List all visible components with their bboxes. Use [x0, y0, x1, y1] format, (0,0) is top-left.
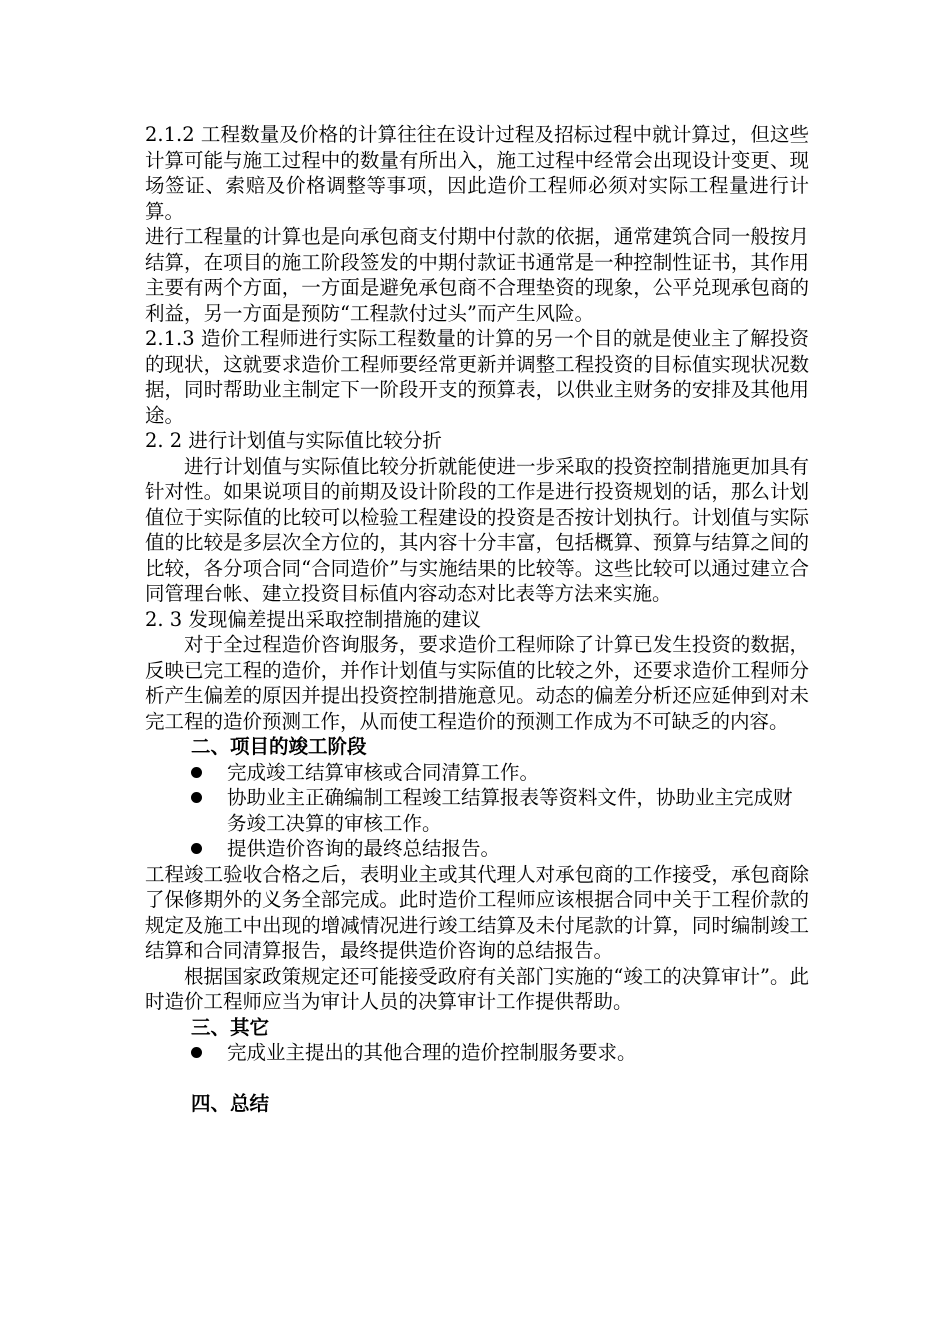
spacer	[145, 1066, 809, 1092]
list-item: 完成竣工结算审核或合同清算工作。	[191, 760, 809, 786]
completion-bullet-list	[145, 760, 809, 862]
paragraph-acceptance: 工程竣工验收合格之后，表明业主或其代理人对承包商的工作接受，承包商除了保修期外的义务全部完成。此时造价工程师应该根据合同中关于工程价款的规定及施工中出现的增减情况进行竣工结算及未付尾款的计算，同时编制竣工结算和合同清算报告，最终提供造价咨询的总结报告。	[145, 862, 809, 962]
paragraph-plan-vs-actual: 进行计划值与实际值比较分折就能使进一步采取的投资控制措施更加具有针对性。如果说项目的前期及设计阶段的工作是进行投资规划的话，那么计划值位于实际值的比较可以检验工程建设的投资是否按计划执行。计划值与实际值的比较是多层次全方位的，其内容十分丰富，包括概算、预算与结算之间的比较，各分项合同“合同造价”与实施结果的比较等。这些比较可以通过建立合同管理台帐、建立投资目标值内容动态对比表等方法来实施。	[145, 454, 809, 605]
bullet-icon	[191, 843, 202, 854]
section-heading-completion: 二、项目的竣工阶段	[191, 735, 367, 758]
list-item: 提供造价咨询的最终总结报告。	[191, 836, 809, 862]
section-heading-summary: 四、总结	[191, 1092, 270, 1115]
bullet-icon	[191, 1047, 202, 1058]
bullet-icon	[191, 767, 202, 778]
paragraph-2-1-3: 2.1.3 造价工程师进行实际工程数量的计算的另一个目的就是使业主了解投资的现状，这就要求造价工程师要经常更新并调整工程投资的目标值实现状况数据，同时帮助业主制定下一阶段开支的预算表，以供业主财务的安排及其他用途。	[145, 327, 809, 427]
subheading-2-2: 2. 2 进行计划值与实际值比较分折	[145, 429, 442, 452]
section-heading-other: 三、其它	[191, 1015, 270, 1039]
paragraph-deviation: 对于全过程造价咨询服务，要求造价工程师除了计算已发生投资的数据，反映已完工程的造价，并作计划值与实际值的比较之外，还要求造价工程师分析产生偏差的原因并提出投资控制措施意见。动态的偏差分析还应延伸到对未完工程的造价预测工作，从而使工程造价的预测工作成为不可缺乏的内容。	[145, 633, 809, 733]
list-item: 完成业主提出的其他合理的造价控制服务要求。	[191, 1040, 809, 1066]
paragraph-audit: 根据国家政策规定还可能接受政府有关部门实施的“竣工的决算审计”。此时造价工程师应当为审计人员的决算审计工作提供帮助。	[145, 964, 809, 1013]
subheading-2-3: 2. 3 发现偏差提出采取控制措施的建议	[145, 607, 481, 631]
paragraph-2-1-2: 2.1.2 工程数量及价格的计算往往在设计过程及招标过程中就计算过，但这些计算可能与施工过程中的数量有所出入，施工过程中经常会出现设计变更、现场签证、索赔及价格调整等事项，因此造价工程师必须对实际工程量进行计算。	[145, 123, 809, 223]
document-body	[145, 122, 809, 1117]
list-item: 协助业主正确编制工程竣工结算报表等资料文件，协助业主完成财务竣工决算的审核工作。	[191, 785, 809, 836]
paragraph-payment-basis: 进行工程量的计算也是向承包商支付期中付款的依据，通常建筑合同一般按月结算，在项目的施工阶段签发的中期付款证书通常是一种控制性证书，其作用主要有两个方面，一方面是避免承包商不合理垫资的现象，公平兑现承包商的利益，另一方面是预防“工程款付过头”而产生风险。	[145, 225, 809, 325]
other-bullet-list	[145, 1040, 809, 1066]
bullet-icon	[191, 792, 202, 803]
